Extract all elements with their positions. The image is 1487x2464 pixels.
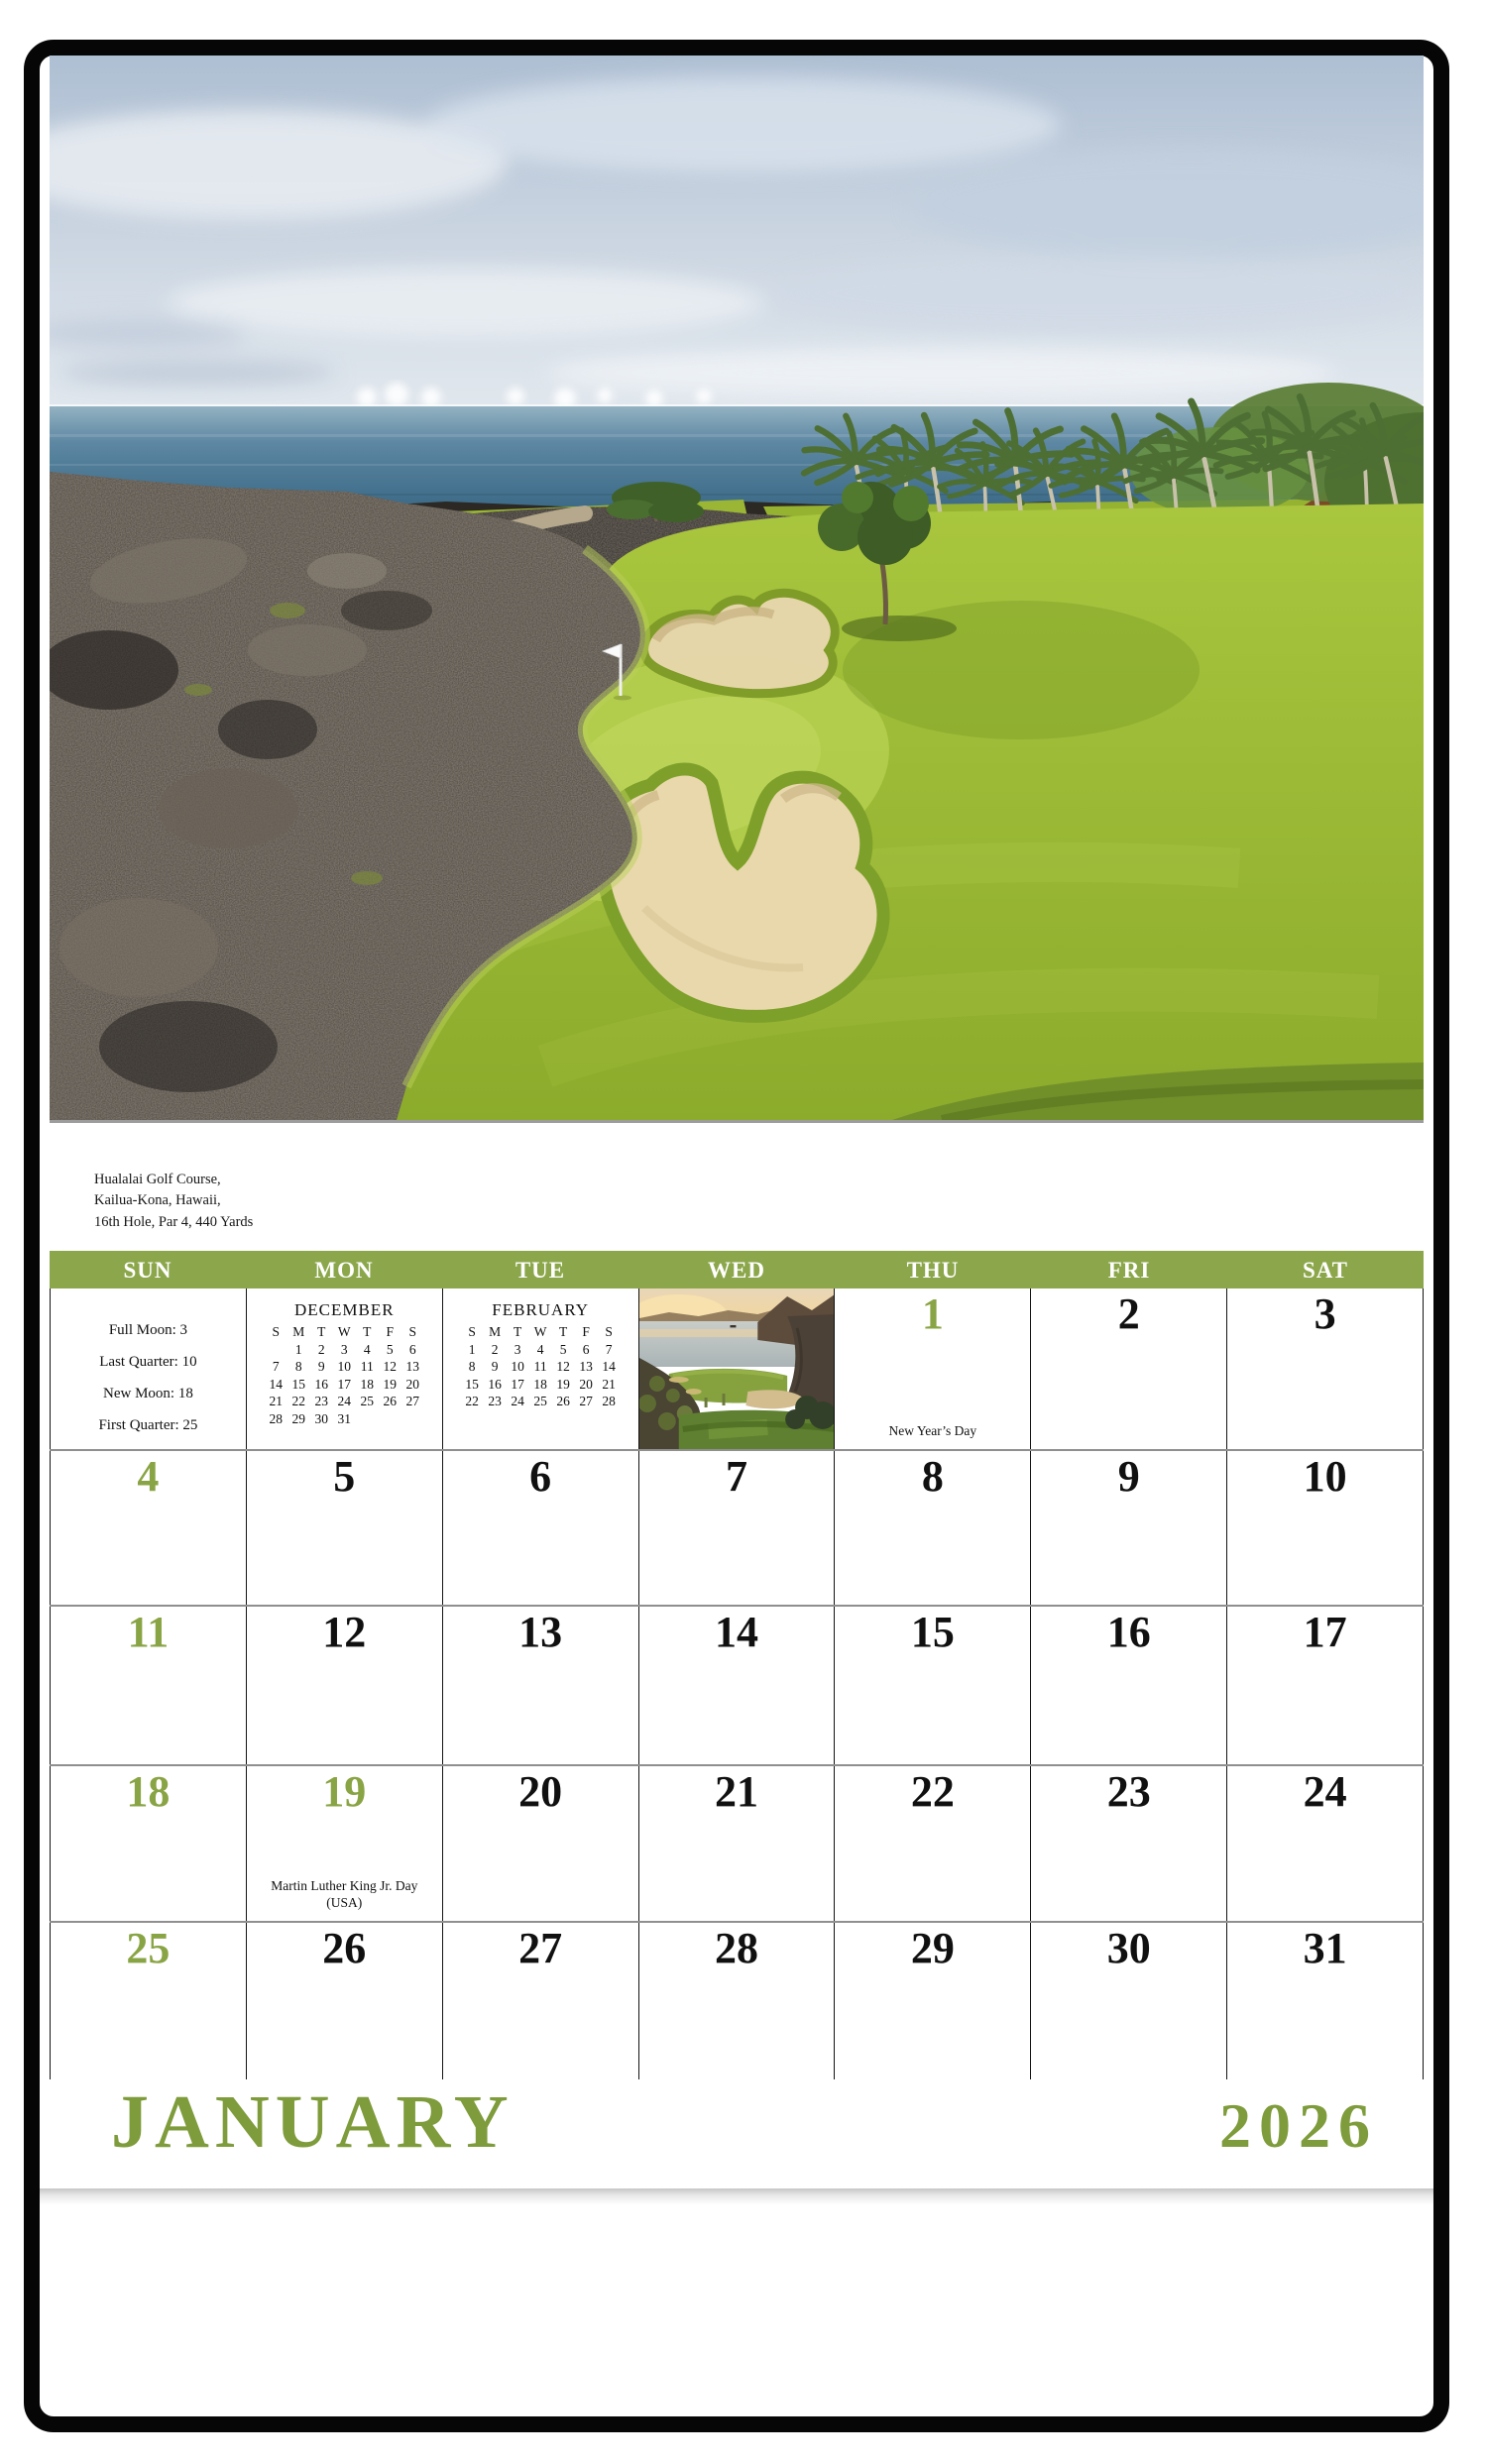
mini-month-title: DECEMBER [294,1300,395,1319]
day-number: 26 [322,1924,367,1972]
calendar-frame [24,40,1449,2432]
day-number: 15 [910,1608,955,1656]
mini-day: 1 [468,1341,476,1357]
day-cell-8 [835,1451,1031,1605]
mini-day: 25 [533,1394,547,1408]
day-number: 20 [518,1767,563,1816]
mini-day: 28 [602,1394,616,1408]
mini-day: 12 [556,1359,570,1374]
day-number: 13 [518,1608,563,1656]
mini-day: 26 [556,1394,570,1408]
day-number: 17 [1303,1608,1347,1656]
mini-day: 30 [314,1410,329,1426]
month-year-row [111,2079,1378,2166]
mini-day: 16 [488,1376,502,1392]
caption-line: Hualalai Golf Course, [94,1172,221,1187]
mini-day: 23 [314,1394,329,1408]
weekday-mon: MON [314,1258,374,1283]
day-cell-25 [50,1923,247,2079]
mini-day: 18 [533,1376,547,1392]
day-number: 6 [529,1452,552,1501]
day-number: 16 [1106,1608,1151,1656]
weekday-header [50,1251,1424,1288]
page-crease [40,2188,1433,2204]
weekday-thu: THU [906,1258,960,1283]
moon-phase-line: First Quarter: 25 [98,1417,198,1433]
mini-day: F [582,1324,590,1339]
day-number: 12 [322,1608,367,1656]
day-cell-26 [247,1923,443,2079]
caption-line: Kailua-Kona, Hawaii, [94,1192,221,1209]
mini-day: 7 [272,1359,280,1374]
mini-day: 10 [511,1359,524,1374]
day-number: 10 [1303,1452,1347,1501]
day-cell-6 [443,1451,639,1605]
day-cell-12 [247,1607,443,1764]
day-cell-9 [1031,1451,1227,1605]
day-cell-30 [1031,1923,1227,2079]
mini-day: 16 [314,1376,329,1392]
mini-day [401,1410,424,1428]
day-number: 30 [1106,1924,1151,1972]
day-cell-10 [1227,1451,1424,1605]
mini-day: 20 [579,1376,593,1392]
mini-day: 8 [468,1359,476,1374]
month-name: JANUARY [111,2080,515,2164]
mini-day: 21 [602,1376,616,1392]
mini-day: S [408,1324,417,1339]
day-cell-14 [639,1607,836,1764]
main-photo [50,56,1424,1123]
mini-day: 5 [559,1341,567,1357]
mini-day [265,1341,287,1359]
mini-day [379,1410,401,1428]
week-row-5 [50,1921,1424,2079]
day-number: 24 [1303,1767,1347,1816]
mini-day: M [489,1324,502,1339]
mini-day: 3 [514,1341,521,1357]
day-number: 8 [921,1452,944,1501]
day-number: 28 [715,1924,758,1972]
holiday-label: Martin Luther King Jr. Day (USA) [271,1878,418,1911]
day-cell-23 [1031,1766,1227,1921]
moon-phase-line: New Moon: 18 [103,1386,193,1401]
mini-day: S [605,1324,613,1339]
day-cell-19 [247,1766,443,1921]
weekday-wed: WED [708,1258,765,1283]
mini-day: 20 [405,1376,420,1392]
mini-month-grid [247,1323,442,1427]
day-cell-7 [639,1451,836,1605]
mini-day: 6 [582,1341,590,1357]
mini-day: 11 [360,1359,374,1374]
mini-day: 1 [294,1341,302,1357]
mini-day: T [317,1324,326,1339]
day-cell-5 [247,1451,443,1605]
day-cell-13 [443,1607,639,1764]
mini-day: 9 [317,1359,325,1374]
mini-day: 17 [511,1376,524,1392]
mini-day: 11 [533,1359,547,1374]
mini-day: 22 [291,1394,306,1408]
weekday-sat: SAT [1302,1258,1349,1283]
mini-day: 13 [405,1359,420,1374]
day-number: 22 [910,1767,955,1816]
day-number: 1 [921,1289,944,1338]
mini-day: 27 [579,1394,593,1408]
day-cell-16 [1031,1607,1227,1764]
day-number: 2 [1117,1289,1140,1338]
day-cell-24 [1227,1766,1424,1921]
day-cell-18 [50,1766,247,1921]
mini-day: 19 [383,1376,398,1392]
mini-day: W [337,1324,351,1339]
mini-day: T [559,1324,568,1339]
mini-day: 3 [340,1341,348,1357]
day-number: 18 [126,1767,171,1816]
day-number: 19 [322,1767,367,1816]
day-number: 11 [127,1608,170,1656]
mini-day: 12 [383,1359,398,1374]
mini-day: 23 [488,1394,502,1408]
day-cell-29 [835,1923,1031,2079]
cell-moon-phases [50,1288,247,1449]
day-cell-3 [1227,1288,1424,1449]
mini-day: 5 [386,1341,394,1357]
mini-day: 17 [337,1376,352,1392]
day-number: 7 [726,1452,747,1501]
day-number: 4 [137,1452,160,1501]
mini-day: S [468,1324,476,1339]
thumbnail-photo [639,1288,835,1449]
cell-next-month-photo [639,1288,836,1449]
week-row-4 [50,1764,1424,1921]
main-photo-illustration [50,56,1424,1120]
weekday-tue: TUE [515,1258,566,1283]
day-cell-17 [1227,1607,1424,1764]
week-row-2 [50,1449,1424,1605]
caption-line: 16th Hole, Par 4, 440 Yards [94,1213,254,1230]
day-number: 5 [333,1452,356,1501]
day-cell-2 [1031,1288,1227,1449]
day-cell-11 [50,1607,247,1764]
day-cell-31 [1227,1923,1424,2079]
mini-day: 9 [491,1359,499,1374]
mini-day: 7 [605,1341,613,1357]
day-cell-21 [639,1766,836,1921]
day-number: 29 [910,1924,955,1972]
mini-day: 6 [408,1341,416,1357]
day-number: 23 [1106,1767,1151,1816]
week-row-3 [50,1605,1424,1764]
day-cell-28 [639,1923,836,2079]
day-cell-22 [835,1766,1031,1921]
mini-day: 18 [360,1376,375,1392]
mini-day: 15 [465,1376,479,1392]
mini-day: 4 [363,1341,371,1357]
mini-day: 29 [291,1410,306,1426]
day-number: 25 [126,1924,171,1972]
calendar-page [40,56,1433,2416]
mini-day: 31 [337,1410,352,1426]
mini-day: S [272,1324,281,1339]
mini-day: 26 [383,1394,398,1408]
mini-day: T [514,1324,522,1339]
day-cell-4 [50,1451,247,1605]
mini-day: W [533,1324,547,1339]
mini-day: 2 [491,1341,499,1357]
mini-day: 2 [317,1341,325,1357]
mini-day: 13 [579,1359,593,1374]
mini-day: 4 [536,1341,544,1357]
photo-caption [94,1170,253,1233]
calendar-grid [50,1288,1424,2079]
cell-mini-february [443,1288,639,1449]
mini-day: 28 [269,1410,284,1426]
day-cell-27 [443,1923,639,2079]
day-number: 9 [1117,1452,1140,1501]
day-number: 14 [715,1608,758,1656]
cell-mini-december [247,1288,443,1449]
mini-day: 27 [405,1394,420,1408]
moon-phase-line: Full Moon: 3 [108,1322,188,1338]
mini-day: 22 [465,1394,479,1408]
mini-day: 19 [556,1376,570,1392]
mini-day: 10 [337,1359,352,1374]
day-cell-20 [443,1766,639,1921]
day-number: 3 [1314,1289,1336,1338]
mini-day: M [292,1324,305,1339]
mini-day: 14 [269,1376,284,1392]
day-cell-15 [835,1607,1031,1764]
weekday-sun: SUN [123,1258,172,1283]
week-row-1 [50,1288,1424,1449]
mini-day: 24 [511,1394,524,1408]
moon-phase-line: Last Quarter: 10 [99,1354,197,1370]
mini-month-grid [443,1323,638,1410]
mini-day: 25 [360,1394,375,1408]
mini-day: 14 [602,1359,616,1374]
mini-day: 24 [337,1394,352,1408]
mini-day: F [386,1324,395,1339]
mini-day: 21 [269,1394,284,1408]
holiday-label: New Year’s Day [888,1423,977,1439]
year-label: 2026 [1219,2090,1378,2161]
mini-day: T [363,1324,372,1339]
mini-day [356,1410,379,1428]
day-number: 31 [1303,1924,1347,1972]
day-number: 27 [518,1924,563,1972]
mini-day: 8 [294,1359,302,1374]
day-number: 21 [715,1767,758,1816]
weekday-fri: FRI [1107,1258,1151,1283]
mini-day: 15 [291,1376,306,1392]
mini-month-title: FEBRUARY [492,1300,590,1319]
day-cell-1 [835,1288,1031,1449]
